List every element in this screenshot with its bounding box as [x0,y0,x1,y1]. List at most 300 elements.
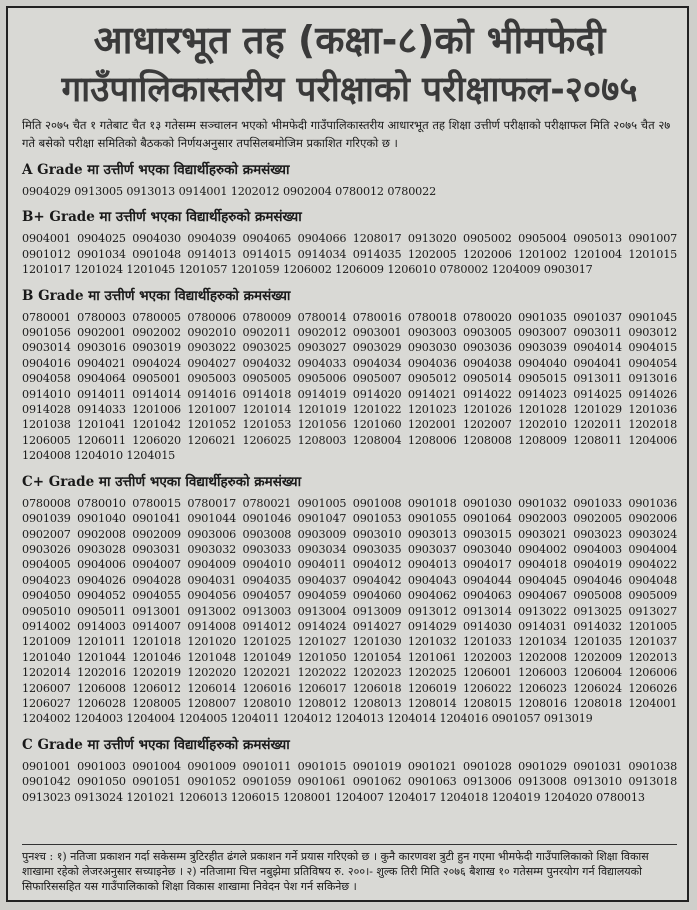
roll-number: 0901048 [132,247,182,261]
roll-number: 0905004 [518,232,567,246]
roll-number: 0913002 [187,604,237,618]
roll-number: 0904022 [628,558,678,572]
roll-number: 0913010 [573,775,623,789]
roll-number: 0901015 [297,759,347,773]
roll-number: 0914020 [352,387,402,401]
roll-number-list [22,184,677,199]
roll-number: 0901037 [573,310,623,324]
roll-number: 1201017 [22,263,71,277]
roll-number: 0901051 [132,775,182,789]
roll-number: 1206002 [282,263,332,277]
roll-number: 1208018 [573,696,623,710]
roll-number: 1204009 [491,263,541,277]
roll-number: 1204013 [335,712,384,726]
roll-number: 0901031 [573,759,623,773]
roll-number: 0904032 [242,356,292,370]
roll-number: 1201060 [352,418,402,432]
roll-number: 0914022 [463,387,512,401]
roll-number: 0903006 [187,527,237,541]
roll-number: 0902006 [628,512,678,526]
roll-number: 1204005 [178,712,228,726]
roll-number: 0904014 [573,341,623,355]
roll-number: 1206009 [335,263,384,277]
roll-number: 1201004 [573,247,623,261]
roll-number: 1208017 [352,232,402,246]
roll-number: 0904029 [22,185,71,198]
roll-number: 0901059 [242,775,292,789]
roll-number: 0901040 [77,512,126,526]
roll-number: 0914003 [77,619,126,633]
roll-number: 1202016 [77,666,126,680]
roll-number: 0914011 [77,387,126,401]
roll-number: 0901019 [352,759,402,773]
roll-number: 0913025 [573,604,623,618]
roll-number: 0901033 [573,496,623,510]
roll-number: 0903034 [297,542,347,556]
roll-number: 1201037 [628,635,678,649]
roll-number: 1206006 [628,666,678,680]
roll-number: 1201035 [573,635,623,649]
roll-number: 0902012 [297,326,347,340]
roll-number: 0905002 [463,232,512,246]
roll-number: 0904052 [77,589,126,603]
roll-number: 0903003 [407,326,457,340]
roll-number: 0904057 [242,589,292,603]
roll-number: 0913012 [407,604,457,618]
roll-number: 1208004 [352,433,402,447]
grade-sections [22,160,677,805]
roll-number: 0901063 [407,775,457,789]
roll-number: 1206014 [187,681,237,695]
roll-number: 0903021 [518,527,567,541]
roll-number: 1201019 [297,403,347,417]
roll-number: 0903016 [77,341,126,355]
roll-number: 0905014 [463,372,512,386]
roll-number: 0901064 [463,512,512,526]
roll-number: 0903032 [187,542,237,556]
roll-number: 0901061 [297,775,347,789]
roll-number: 0903033 [242,542,292,556]
roll-number: 0914031 [518,619,567,633]
roll-number: 0903008 [242,527,292,541]
roll-number: 1201006 [132,403,182,417]
roll-number: 1202022 [297,666,347,680]
roll-number: 1206024 [573,681,623,695]
roll-number: 1201002 [518,247,567,261]
roll-number: 0904062 [407,589,457,603]
roll-number: 0901045 [628,310,678,324]
roll-number: 0903030 [407,341,457,355]
roll-number: 0914001 [178,185,228,198]
roll-number: 0904017 [463,558,512,572]
roll-number-list [22,759,677,805]
roll-number: 1202009 [573,650,623,664]
roll-number: 1201056 [297,418,347,432]
roll-number: 1202003 [463,650,512,664]
roll-number: 1208008 [463,433,512,447]
roll-number: 0904037 [297,573,347,587]
roll-number: 0903017 [543,263,593,277]
roll-number: 1201057 [178,263,228,277]
roll-number: 0904040 [518,356,567,370]
roll-number: 0914023 [518,387,567,401]
roll-number: 0913023 [22,790,71,804]
roll-number: 0902001 [77,326,126,340]
roll-number: 1201005 [628,619,678,633]
roll-number: 0913022 [518,604,567,618]
roll-number: 0904021 [77,356,126,370]
roll-number: 1201046 [132,650,182,664]
roll-number: 0904013 [407,558,457,572]
roll-number: 0914007 [132,619,182,633]
roll-number: 0904009 [187,558,237,572]
roll-number: 1201024 [74,263,123,277]
roll-number: 0780022 [387,185,437,198]
roll-number: 0902011 [242,326,292,340]
roll-number: 0780021 [242,496,292,510]
roll-number: 1204006 [628,433,678,447]
roll-number: 0902010 [187,326,237,340]
roll-number: 1204019 [491,790,541,804]
roll-number: 0904035 [242,573,292,587]
roll-number: 0904055 [132,589,182,603]
roll-number: 1201020 [187,635,237,649]
roll-number: 0901007 [628,232,678,246]
roll-number: 0901055 [407,512,457,526]
roll-number: 1206022 [463,681,512,695]
roll-number: 0903039 [518,341,567,355]
roll-number: 0901038 [628,759,678,773]
results-notice [6,6,689,902]
roll-number: 0780003 [77,310,126,324]
roll-number: 0903025 [242,341,292,355]
roll-number: 0901008 [352,496,402,510]
roll-number: 0904012 [352,558,402,572]
roll-number: 0913001 [132,604,182,618]
roll-number: 0913013 [126,185,176,198]
roll-number: 0914012 [242,619,292,633]
roll-number: 1206008 [77,681,126,695]
roll-number: 0903009 [297,527,347,541]
roll-number-list [22,496,677,727]
roll-number: 0904024 [132,356,182,370]
roll-number: 0903019 [132,341,182,355]
roll-number: 0901053 [352,512,402,526]
roll-number: 1201033 [463,635,512,649]
footer-note: पुनश्च : १) नतिजा प्रकाशन गर्दा सकेसम्म त्रुटिरहीत ढंगले प्रकाशन गर्ने प्रयास गरिएको छ । कुनै कारणवश त्रुटी हुन गएमा भीमफेदी गाउँपालिकाको शिक्षा विकास शाखामा रहेको लेजरअनुसार सच्याइनेछ । २) नतिजामा चित्त नबुझेमा प्रतिविषय रु. २००।- शुल्क तिरी मिति २०७६ बैशाख १० गतेसम्म पुनरयोग गर्न विद्यालयको सिफारिससहित यस गाउँपालिकाको शिक्षा विकास शाखामा निवेदन पेश गर्न सकिनेछ । [22,844,677,894]
roll-number: 0904059 [297,589,347,603]
roll-number: 0901004 [132,759,182,773]
roll-number: 0904038 [463,356,512,370]
roll-number: 0913003 [242,604,292,618]
roll-number: 1202020 [187,666,237,680]
roll-number: 1201021 [126,790,176,804]
roll-number: 0904031 [187,573,237,587]
roll-number: 0903036 [463,341,512,355]
roll-number: 0903015 [463,527,512,541]
roll-number: 1201029 [573,403,623,417]
roll-number: 0780015 [132,496,182,510]
roll-number: 1206005 [22,433,71,447]
roll-number: 0901046 [242,512,292,526]
title-line-1: आधारभूत तह (कक्षा-८)को भीमफेदी [93,18,606,62]
roll-number: 1201061 [407,650,457,664]
roll-number: 0903040 [463,542,512,556]
roll-number: 1201014 [242,403,292,417]
roll-number: 1208013 [352,696,402,710]
roll-number: 1204017 [387,790,437,804]
roll-number: 1201049 [242,650,292,664]
roll-number: 0914015 [242,247,292,261]
roll-number: 0914025 [573,387,623,401]
roll-number: 1204020 [543,790,593,804]
roll-number: 0780016 [352,310,402,324]
roll-number: 1201040 [22,650,71,664]
roll-number: 0904064 [77,372,126,386]
roll-number: 1201042 [132,418,182,432]
roll-number: 0904016 [22,356,71,370]
title-line-2: गाउँपालिकास्तरीय परीक्षाको परीक्षाफल-२०७५ [61,70,638,110]
roll-number: 1201048 [187,650,237,664]
roll-number: 0904026 [77,573,126,587]
roll-number: 0913016 [628,372,678,386]
roll-number: 0914027 [352,619,402,633]
roll-number: 0905013 [573,232,623,246]
roll-number: 0902003 [518,512,567,526]
roll-number: 1206007 [22,681,71,695]
roll-number: 1206003 [518,666,567,680]
roll-number: 0903001 [352,326,402,340]
roll-number: 1201052 [187,418,237,432]
roll-number: 0913008 [518,775,567,789]
roll-number: 0901036 [628,496,678,510]
roll-number: 0780010 [77,496,126,510]
roll-number: 0902004 [282,185,332,198]
section-title: A Grade मा उत्तीर्ण भएका विद्यार्थीहरुको क्रमसंख्या [22,162,290,178]
roll-number: 0901050 [77,775,126,789]
roll-number: 0903014 [22,341,71,355]
roll-number: 0780001 [22,310,71,324]
roll-number: 0905008 [573,589,623,603]
roll-number: 1206028 [77,696,126,710]
roll-number: 0901021 [407,759,457,773]
roll-number: 1206001 [463,666,512,680]
roll-number: 0904027 [187,356,237,370]
roll-number: 0901003 [77,759,126,773]
roll-number: 1202011 [573,418,623,432]
roll-number: 0914030 [463,619,512,633]
roll-number: 0905003 [187,372,237,386]
roll-number: 0903037 [407,542,457,556]
roll-number: 0904046 [573,573,623,587]
roll-number: 1201041 [77,418,126,432]
roll-number: 1206012 [132,681,182,695]
roll-number: 0904039 [187,232,237,246]
roll-number-list [22,310,677,464]
roll-number: 0901030 [463,496,512,510]
roll-number: 0904011 [297,558,347,572]
roll-number: 1206026 [628,681,678,695]
roll-number: 0901052 [187,775,237,789]
roll-number: 1204001 [628,696,678,710]
roll-number: 1204012 [282,712,332,726]
roll-number: 1206016 [242,681,292,695]
roll-number: 0913020 [407,232,457,246]
roll-number: 1202001 [407,418,457,432]
roll-number: 0902009 [132,527,182,541]
roll-number: 0904007 [132,558,182,572]
roll-number: 0914028 [22,403,71,417]
roll-number: 1201030 [352,635,402,649]
roll-number: 0914016 [187,387,237,401]
roll-number: 1202013 [628,650,678,664]
roll-number: 0905009 [628,589,678,603]
roll-number: 0904004 [628,542,678,556]
roll-number: 1202010 [518,418,567,432]
roll-number: 0904045 [518,573,567,587]
roll-number: 1201038 [22,418,71,432]
roll-number: 1201022 [352,403,402,417]
roll-number: 1201028 [518,403,567,417]
roll-number: 0901041 [132,512,182,526]
roll-number: 0901056 [22,326,71,340]
roll-number: 0905001 [132,372,182,386]
roll-number: 1206004 [573,666,623,680]
roll-number: 0780009 [242,310,292,324]
roll-number: 1202023 [352,666,402,680]
roll-number: 1206017 [297,681,347,695]
roll-number: 0904023 [22,573,71,587]
roll-number: 0914013 [187,247,237,261]
roll-number: 0905005 [242,372,292,386]
roll-number: 1201053 [242,418,292,432]
roll-number: 0903026 [22,542,71,556]
roll-number: 1201036 [628,403,678,417]
roll-number: 1206023 [518,681,567,695]
roll-number: 1201009 [22,635,71,649]
roll-number: 1202008 [518,650,567,664]
roll-number: 1208005 [132,696,182,710]
roll-number: 0913018 [628,775,678,789]
roll-number: 0904002 [518,542,567,556]
roll-number: 1201034 [518,635,567,649]
roll-number: 0914019 [297,387,347,401]
roll-number: 0904058 [22,372,71,386]
roll-number: 1201050 [297,650,347,664]
roll-number: 1204004 [126,712,176,726]
roll-number: 1206019 [407,681,457,695]
roll-number: 1202019 [132,666,182,680]
roll-number: 0904036 [407,356,457,370]
roll-number: 0913019 [543,712,593,726]
roll-number: 0914002 [22,619,71,633]
roll-number: 0901042 [22,775,71,789]
roll-number: 1206025 [242,433,292,447]
roll-number: 0904028 [132,573,182,587]
roll-number: 0901047 [297,512,347,526]
roll-number: 0903024 [628,527,678,541]
roll-number: 0904041 [573,356,623,370]
roll-number: 1201026 [463,403,512,417]
roll-number: 1202007 [463,418,512,432]
roll-number: 0904066 [297,232,347,246]
roll-number: 0901028 [463,759,512,773]
roll-number: 0902008 [77,527,126,541]
roll-number: 0904050 [22,589,71,603]
roll-number: 1206020 [132,433,182,447]
roll-number: 0780020 [463,310,512,324]
roll-number: 1208003 [297,433,347,447]
roll-number: 0901009 [187,759,237,773]
roll-number: 1204011 [230,712,280,726]
roll-number: 0902005 [573,512,623,526]
roll-number: 0904006 [77,558,126,572]
roll-number: 1204016 [439,712,489,726]
roll-number: 0904005 [22,558,71,572]
roll-number: 1202005 [407,247,457,261]
roll-number: 0904054 [628,356,678,370]
roll-number: 0780002 [439,263,489,277]
roll-number: 0905012 [407,372,457,386]
roll-number: 0901018 [407,496,457,510]
roll-number: 0904044 [463,573,512,587]
roll-number: 1206010 [387,263,437,277]
roll-number: 0904001 [22,232,71,246]
roll-number: 1201023 [407,403,457,417]
roll-number: 0904065 [242,232,292,246]
roll-number: 0903005 [463,326,512,340]
roll-number: 0913006 [463,775,512,789]
roll-number: 0913009 [352,604,402,618]
roll-number: 1206013 [178,790,228,804]
roll-number: 0913004 [297,604,347,618]
roll-number: 0904010 [242,558,292,572]
roll-number: 0901035 [518,310,567,324]
roll-number: 1208009 [518,433,567,447]
roll-number: 0903028 [77,542,126,556]
roll-number: 0901001 [22,759,71,773]
roll-number: 0780013 [596,790,645,804]
roll-number: 0914018 [242,387,292,401]
roll-number: 0901012 [22,247,71,261]
roll-number: 0904056 [187,589,237,603]
roll-number: 0780017 [187,496,237,510]
roll-number: 0914034 [297,247,347,261]
roll-number: 0901005 [297,496,347,510]
roll-number: 0780008 [22,496,71,510]
roll-number: 0905015 [518,372,567,386]
roll-number: 1208010 [242,696,292,710]
roll-number: 0903022 [187,341,237,355]
roll-number: 0914035 [352,247,402,261]
roll-number: 0780006 [187,310,237,324]
roll-number: 1201007 [187,403,237,417]
roll-number: 0904034 [352,356,402,370]
roll-number: 1208015 [463,696,512,710]
roll-number: 0913005 [74,185,123,198]
roll-number: 1201059 [230,263,280,277]
roll-number: 1201054 [352,650,402,664]
roll-number: 1201025 [242,635,292,649]
roll-number: 1201015 [628,247,678,261]
roll-number: 0914024 [297,619,347,633]
roll-number: 0903013 [407,527,457,541]
roll-number: 0913027 [628,604,678,618]
section-title: C Grade मा उत्तीर्ण भएका विद्यार्थीहरुको क्रमसंख्या [22,736,290,753]
roll-number: 0904003 [573,542,623,556]
roll-number: 0904015 [628,341,678,355]
roll-number: 0914014 [132,387,182,401]
